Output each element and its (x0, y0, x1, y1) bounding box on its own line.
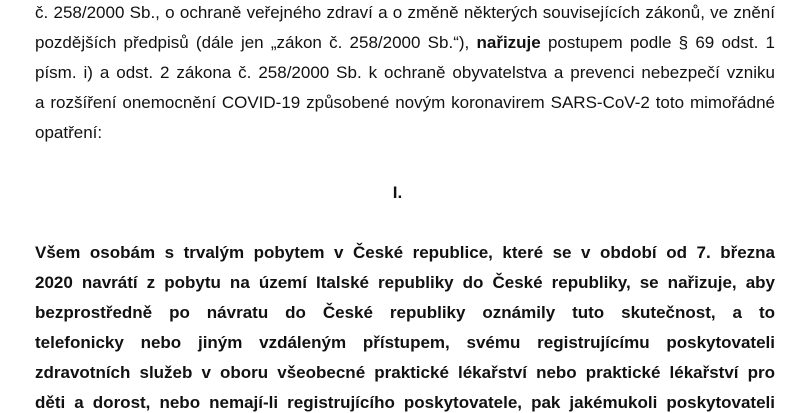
intro-line-2 (35, 33, 775, 53)
intro-line-2-emphasis: nařizuje (476, 33, 541, 52)
intro-line-1: č. 258/2000 Sb., o ochraně veřejného zdraví a o změně některých souvisejících zákonů, ve znění (35, 3, 775, 22)
intro-line-3: písm. i) a odst. 2 zákona č. 258/2000 Sb. k ochraně obyvatelstva a prevenci nebezpečí vzniku (35, 63, 775, 82)
section-line-4: telefonicky nebo jiným vzdáleným přístupem, svému registrujícímu poskytovateli (35, 333, 775, 352)
intro-line-4: a rozšíření onemocnění COVID-19 způsobené novým koronavirem SARS-CoV-2 toto mimořádné (35, 93, 775, 112)
section-heading: I. (392, 183, 403, 202)
intro-line-2-start: pozdějších předpisů (dále jen „zákon č. 258/2000 Sb.“), (35, 33, 477, 52)
intro-line-5: opatření: (35, 123, 103, 142)
section-line-3: bezprostředně po návratu do České republiky oznámily tuto skutečnost, a to (35, 303, 775, 322)
section-line-5: zdravotních služeb v oboru všeobecné praktické lékařství nebo praktické lékařství pro (35, 363, 775, 382)
section-line-2: 2020 navrátí z pobytu na území Italské republiky do České republiky, se nařizuje, aby (35, 273, 775, 292)
section-line-6: děti a dorost, nebo nemají-li registrujícího poskytovatele, pak jakémukoli poskytovateli (35, 393, 775, 412)
section-line-1: Všem osobám s trvalým pobytem v České republice, které se v období od 7. března (35, 243, 775, 262)
intro-line-2-end: postupem podle § 69 odst. 1 (540, 33, 775, 52)
